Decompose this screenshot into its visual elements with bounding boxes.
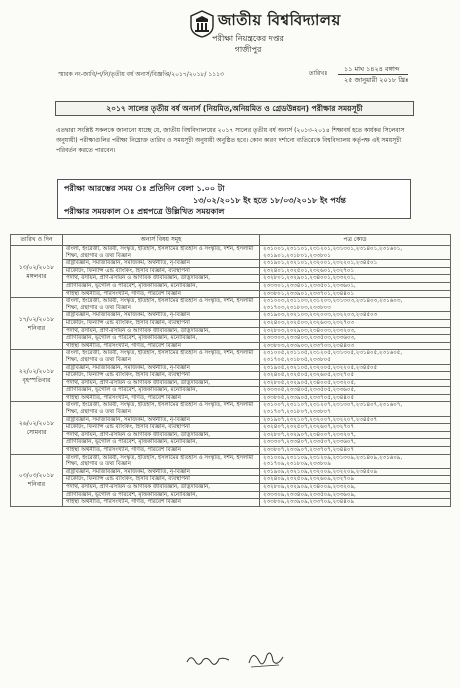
subject-cell: বাংলা, ইংরেজী, আরবী, সংস্কৃত, ইতিহাস, ইসলামের ইতিহাস ও সংস্কৃতি, দর্শন, ইসলামী শিক্ষা, গ্রন্থাগার ও তথ্য বিজ্ঞান	[63, 402, 260, 416]
table-row	[11, 267, 451, 275]
date-bangla: ১১ মাঘ ১৪২৪ বঙ্গাব্দ	[344, 65, 400, 73]
exam-day: মঙ্গলবার	[26, 272, 47, 280]
table-row	[11, 416, 451, 424]
subject-cell: বাংলা, ইংরেজী, আরবী, সংস্কৃত, ইতিহাস, ইসলামের ইতিহাস ও সংস্কৃতি, দর্শন, ইসলামী শিক্ষা, গ্রন্থাগার ও তথ্য বিজ্ঞান	[63, 246, 260, 260]
date-cell	[11, 298, 63, 350]
table-header-row	[11, 235, 451, 246]
subject-cell: গার্হস্থ্য অর্থনীতি, পরিসংখ্যান, গণিত, পরিবেশ বিজ্ঞান	[63, 499, 260, 507]
table-row	[11, 468, 451, 476]
code-cell: ২৩৩৩০১,২৩৩৪০১,২৩৩৫০১,২৩৩৬০১,	[260, 282, 451, 290]
table-row	[11, 282, 451, 290]
code-cell: ২৩২৪০৯,২৩২৫০৯,২৩২৬০৯,২৩২৭০৯	[260, 476, 451, 484]
code-cell: ২৩১৯০৫,২৩২১০৫,২৩২০০৫,২৩২২০৫,২৩৪৫০৫	[260, 364, 451, 372]
table-row	[11, 379, 451, 387]
subject-cell: মার্কেটিং, ফিন্যান্স এন্ড ব্যাংকিং, হিসাব বিজ্ঞান, ব্যবস্থাপনা	[63, 476, 260, 484]
code-cell: ২৩৩৮০১,২৩৩৯০১,২৩৩৭০১,২৩৪৪০১	[260, 290, 451, 298]
subject-cell: পদার্থ, রসায়ন, প্রাণ-রসায়ন ও আণবিক জীববিজ্ঞান, উদ্ভিদবিজ্ঞান,	[63, 484, 260, 492]
date-cell	[11, 246, 63, 298]
code-cell: ২৩৩৮০৭,২৩৩৯০৭,২৩৩৭০৭,২৩৪৪০৭	[260, 447, 451, 455]
subject-cell: মার্কেটিং, ফিন্যান্স এন্ড ব্যাংকিং, হিসাব বিজ্ঞান, ব্যবস্থাপনা	[63, 372, 260, 380]
exam-duration: পরীক্ষার সময়কাল ঃ প্রশ্নপত্রে উল্লিখিত সময়কাল	[64, 207, 225, 216]
code-cell: ২৩১৯০৩,২৩২১০৩,২৩২০০৩,২৩২২০৩,২৩৪৫০৩	[260, 312, 451, 320]
table-row	[11, 312, 451, 320]
date-label: তারিখঃ	[309, 70, 328, 77]
subject-cell: প্রাণিবিজ্ঞান, ভূগোল ও পরিবেশ, মৃত্তিকাবিজ্ঞান, মনোবিজ্ঞান,	[63, 282, 260, 290]
table-row	[11, 454, 451, 468]
city-name: গাজীপুর	[234, 45, 262, 54]
table-row	[11, 298, 451, 312]
table-row	[11, 246, 451, 260]
code-cell: ২৩২৪০৫,২৩২৫০৫,২৩২৬০৫,২৩২৭০৫	[260, 372, 451, 380]
table-row	[11, 335, 451, 343]
exam-time-box	[57, 179, 411, 219]
table-row	[11, 364, 451, 372]
table-row	[11, 327, 451, 335]
code-cell: ২৩৩৮০৫,২৩৩৯০৫,২৩৩৭০৫,২৩৪৪০৫	[260, 394, 451, 402]
subject-cell: প্রাণিবিজ্ঞান, ভূগোল ও পরিবেশ, মৃত্তিকাবিজ্ঞান, মনোবিজ্ঞান,	[63, 387, 260, 395]
subject-cell: রাষ্ট্রবিজ্ঞান, সমাজবিজ্ঞান, সমাজকর্ম, অর্থনীতি, নৃ-বিজ্ঞান	[63, 364, 260, 372]
date-cell	[11, 454, 63, 506]
table-row	[11, 290, 451, 298]
code-cell: ২৩২৪০১,২৩২৫০১,২৩২৬০১,২৩২৭০১	[260, 267, 451, 275]
code-cell: ২৩১০০৫,২৩১১০৫,২৩১২০৫,২৩১৩০৫,২৩১৪০৫,২৩১৬০৫, ২৩১৭০৫,২৩১৮০৫,২৩৩৮০৫	[260, 350, 451, 364]
subject-cell: গার্হস্থ্য অর্থনীতি, পরিসংখ্যান, গণিত, পরিবেশ বিজ্ঞান	[63, 394, 260, 402]
table-row	[11, 402, 451, 416]
code-cell: ২৩১৯০৭,২৩২১০৭,২৩২০০৭,২৩২২০৭,২৩৪৫০৭	[260, 416, 451, 424]
university-name: জাতীয় বিশ্ববিদ্যালয়	[218, 11, 341, 29]
code-cell: ২৩২৮০৭,২৩২৯০৭,২৩৪০০৭,২৩৩২০৭,	[260, 431, 451, 439]
table-row	[11, 387, 451, 395]
table-row	[11, 431, 451, 439]
exam-day: শনিবার	[27, 481, 46, 489]
code-cell: ২৩২৮০৩,২৩২৯০৩,২৩৪০০৩,২৩৩২০৩,	[260, 327, 451, 335]
table-row	[11, 394, 451, 402]
exam-start-time: পরীক্ষা আরম্ভের সময় ঃ প্রতিদিন বেলা ১.০০ টা	[64, 184, 225, 193]
subject-cell: পদার্থ, রসায়ন, প্রাণ-রসায়ন ও আণবিক জীববিজ্ঞান, উদ্ভিদবিজ্ঞান,	[63, 431, 260, 439]
subject-cell: রাষ্ট্রবিজ্ঞান, সমাজবিজ্ঞান, সমাজকর্ম, অর্থনীতি, নৃ-বিজ্ঞান	[63, 312, 260, 320]
table-row	[11, 319, 451, 327]
code-cell: ২৩৩৩০৯,২৩৩৪০৯,২৩৩৫০৯,২৩৩৬০৯,	[260, 491, 451, 499]
code-cell: ২৩১৯০১,২৩২১০১,২৩২০০১,২৩২২০১,২৩৪৫০১	[260, 260, 451, 268]
table-row	[11, 342, 451, 350]
date-english: ২৫ জানুয়ারী ২০১৮ খ্রিঃ	[344, 76, 409, 84]
exam-date: ১৭/০২/২০১৮	[18, 315, 55, 323]
subject-cell: গার্হস্থ্য অর্থনীতি, পরিসংখ্যান, গণিত, পরিবেশ বিজ্ঞান	[63, 342, 260, 350]
exam-date: ০৩/০৩/২০১৮	[18, 472, 55, 480]
schedule-table	[10, 234, 451, 507]
date-cell	[11, 402, 63, 454]
header-code: পত্র কোড	[260, 235, 451, 246]
code-cell: ২৩৩৮০৩,২৩৩৯০৩,২৩৩৭০৩,২৩৪৪০৩	[260, 342, 451, 350]
signature-1	[185, 650, 231, 668]
table-row	[11, 275, 451, 283]
code-cell: ২৩২৪০৩,২৩২৫০৩,২৩২৬০৩,২৩২৭০৩	[260, 319, 451, 327]
table-row	[11, 476, 451, 484]
code-cell: ২৩৩৩০৫,২৩৩৪০৫,২৩৩৫০৫,২৩৩৬০৫,	[260, 387, 451, 395]
schedule-title: ২০১৭ সালের তৃতীয় বর্ষ অনার্স (নিয়মিত,অনিয়মিত ও গ্রেডউন্নয়ন) পরীক্ষার সময়সূচী	[55, 101, 414, 116]
exam-day: সোমবার	[26, 429, 47, 437]
code-cell: ২৩৩৩০৭,২৩৩৪০৭,২৩৩৫০৭,২৩৩৬০৭,	[260, 439, 451, 447]
exam-date: ২২/০২/২০১৮	[18, 367, 55, 375]
subject-cell: প্রাণিবিজ্ঞান, ভূগোল ও পরিবেশ, মৃত্তিকাবিজ্ঞান, মনোবিজ্ঞান,	[63, 335, 260, 343]
subject-cell: মার্কেটিং, ফিন্যান্স এন্ড ব্যাংকিং, হিসাব বিজ্ঞান, ব্যবস্থাপনা	[63, 424, 260, 432]
subject-cell: পদার্থ, রসায়ন, প্রাণ-রসায়ন ও আণবিক জীববিজ্ঞান, উদ্ভিদবিজ্ঞান,	[63, 275, 260, 283]
signature-2	[245, 647, 285, 671]
table-row	[11, 350, 451, 364]
exam-date: ২৬/০২/২০১৮	[18, 420, 55, 428]
code-cell: ২৩৩৮০৯,২৩৩৯০৯,২৩৩৭০৯,২৩৪৪০৯	[260, 499, 451, 507]
code-cell: ২৩১০০৭,২৩১১০৭,২৩১২০৭,২৩১৩০৭,২৩১৪০৭,২৩১৬০৭, ২৩১৭০৭,২৩১৮০৭,২৩৩৮০৭	[260, 402, 451, 416]
table-row	[11, 499, 451, 507]
code-cell: ২৩২৪০৭,২৩২৫০৭,২৩২৬০৭,২৩২৭০৭	[260, 424, 451, 432]
header-date: তারিখ ও দিন	[11, 235, 63, 246]
exam-day: বৃহস্পতিবার	[22, 376, 51, 384]
code-cell: ২৩১০০৩,২৩১১০৩,২৩১২০৩,২৩১৩০৩,২৩১৪০৩,২৩১৬০৩, ২৩১৭০৩,২৩১৮০৩,২৩৩৮০৩	[260, 298, 451, 312]
table-row	[11, 424, 451, 432]
table-row	[11, 484, 451, 492]
date-cell	[11, 350, 63, 402]
memo-number: স্মারক নং-জাবি/প/নি/তৃতীয় বর্ষ অনার্স/বিজ্ঞপ্তি/২০১৭/২০১৮/ ১১১৩	[58, 71, 224, 78]
subject-cell: প্রাণিবিজ্ঞান, ভূগোল ও পরিবেশ, মৃত্তিকাবিজ্ঞান, মনোবিজ্ঞান,	[63, 439, 260, 447]
table-row	[11, 372, 451, 380]
table-row	[11, 260, 451, 268]
table-row	[11, 447, 451, 455]
code-cell: ২৩১০০৯,২৩১১০৯,২৩১২০৯,২৩১৩০৯,২৩১৪০৯,২৩১৬০৯, ২৩১৭০৯,২৩১৮০৯,২৩৩৮০৯	[260, 454, 451, 468]
table-row	[11, 491, 451, 499]
subject-cell: পদার্থ, রসায়ন, প্রাণ-রসায়ন ও আণবিক জীববিজ্ঞান, উদ্ভিদবিজ্ঞান,	[63, 327, 260, 335]
exam-date-range: ১৩/০২/২০১৮ ইং হতে ১৮/০৩/২০১৮ ইং পর্যন্ত	[193, 196, 346, 205]
subject-cell: মার্কেটিং, ফিন্যান্স এন্ড ব্যাংকিং, হিসাব বিজ্ঞান, ব্যবস্থাপনা	[63, 267, 260, 275]
code-cell: ২৩৩৩০৩,২৩৩৪০৩,২৩৩৫০৩,২৩৩৬০৩,	[260, 335, 451, 343]
subject-cell: বাংলা, ইংরেজী, আরবী, সংস্কৃত, ইতিহাস, ইসলামের ইতিহাস ও সংস্কৃতি, দর্শন, ইসলামী শিক্ষা, গ্রন্থাগার ও তথ্য বিজ্ঞান	[63, 454, 260, 468]
code-cell: ২৩২৮০৫,২৩২৯০৫,২৩৪০০৫,২৩৩২০৫,	[260, 379, 451, 387]
exam-date: ১৩/০২/২০১৮	[18, 263, 55, 271]
exam-day: শনিবার	[27, 324, 46, 332]
subject-cell: রাষ্ট্রবিজ্ঞান, সমাজবিজ্ঞান, সমাজকর্ম, অর্থনীতি, নৃ-বিজ্ঞান	[63, 416, 260, 424]
subject-cell: গার্হস্থ্য অর্থনীতি, পরিসংখ্যান, গণিত, পরিবেশ বিজ্ঞান	[63, 290, 260, 298]
subject-cell: মার্কেটিং, ফিন্যান্স এন্ড ব্যাংকিং, হিসাব বিজ্ঞান, ব্যবস্থাপনা	[63, 319, 260, 327]
subject-cell: প্রাণিবিজ্ঞান, ভূগোল ও পরিবেশ, মৃত্তিকাবিজ্ঞান, মনোবিজ্ঞান,	[63, 491, 260, 499]
office-name: পরীক্ষা নিয়ন্ত্রকের দপ্তর	[212, 34, 284, 43]
subject-cell: বাংলা, ইংরেজী, আরবী, সংস্কৃত, ইতিহাস, ইসলামের ইতিহাস ও সংস্কৃতি, দর্শন, ইসলামী শিক্ষা, গ্রন্থাগার ও তথ্য বিজ্ঞান	[63, 350, 260, 364]
code-cell: ২৩১০০১,২৩১১০১,২৩১২০১,২৩১৩০১,২৩১৪০১,২৩১৬০১, ২৩১৯০১,২৩১৮০১,২৩৩৮০১	[260, 246, 451, 260]
subject-cell: বাংলা, ইংরেজী, আরবী, সংস্কৃত, ইতিহাস, ইসলামের ইতিহাস ও সংস্কৃতি, দর্শন, ইসলামী শিক্ষা, গ্রন্থাগার ও তথ্য বিজ্ঞান	[63, 298, 260, 312]
code-cell: ২৩২৮০৯,২৩২৯০৯,২৩৪০০৯,২৩৩২০৯,	[260, 484, 451, 492]
subject-cell: রাষ্ট্রবিজ্ঞান, সমাজবিজ্ঞান, সমাজকর্ম, অর্থনীতি, নৃ-বিজ্ঞান	[63, 260, 260, 268]
header-subjects: অনার্স বিষয় সমূহ	[63, 235, 260, 246]
notice-paragraph: এতদ্বারা সংশ্লিষ্ট সকলকে জানানো যাচ্ছে যে, জাতীয় বিশ্ববিদ্যালয়ের ২০১৭ সালের তৃতীয় বর্ষ অনার্স (২০১৩-২০১৪ শিক্ষাবর্ষ হতে কার্যকর সিলেবাস অনুযায়ী) পরীক্ষাগুলির পরীক্ষা নিম্নোক্ত তারিখ ও সময়সূচী অনুযায়ী অনুষ্ঠিত হবে। কোন কারণ দর্শানো ব্যতিরেকে বিশ্ববিদ্যালয় কর্তৃপক্ষ এই সময়সূচী পরিবর্তন করতে পারবেন।	[56, 127, 405, 154]
subject-cell: রাষ্ট্রবিজ্ঞান, সমাজবিজ্ঞান, সমাজকর্ম, অর্থনীতি, নৃ-বিজ্ঞান	[63, 468, 260, 476]
subject-cell: গার্হস্থ্য অর্থনীতি, পরিসংখ্যান, গণিত, পরিবেশ বিজ্ঞান	[63, 447, 260, 455]
subject-cell: পদার্থ, রসায়ন, প্রাণ-রসায়ন ও আণবিক জীববিজ্ঞান, উদ্ভিদবিজ্ঞান,	[63, 379, 260, 387]
table-row	[11, 439, 451, 447]
code-cell: ২৩২৮০১,২৩২৯০১,২৩৪০০১,২৩৩২০১,	[260, 275, 451, 283]
code-cell: ২৩১৯০৯,২৩২১০৯,২৩২০০৯,২৩২২০৯,২৩৪৫০৯	[260, 468, 451, 476]
